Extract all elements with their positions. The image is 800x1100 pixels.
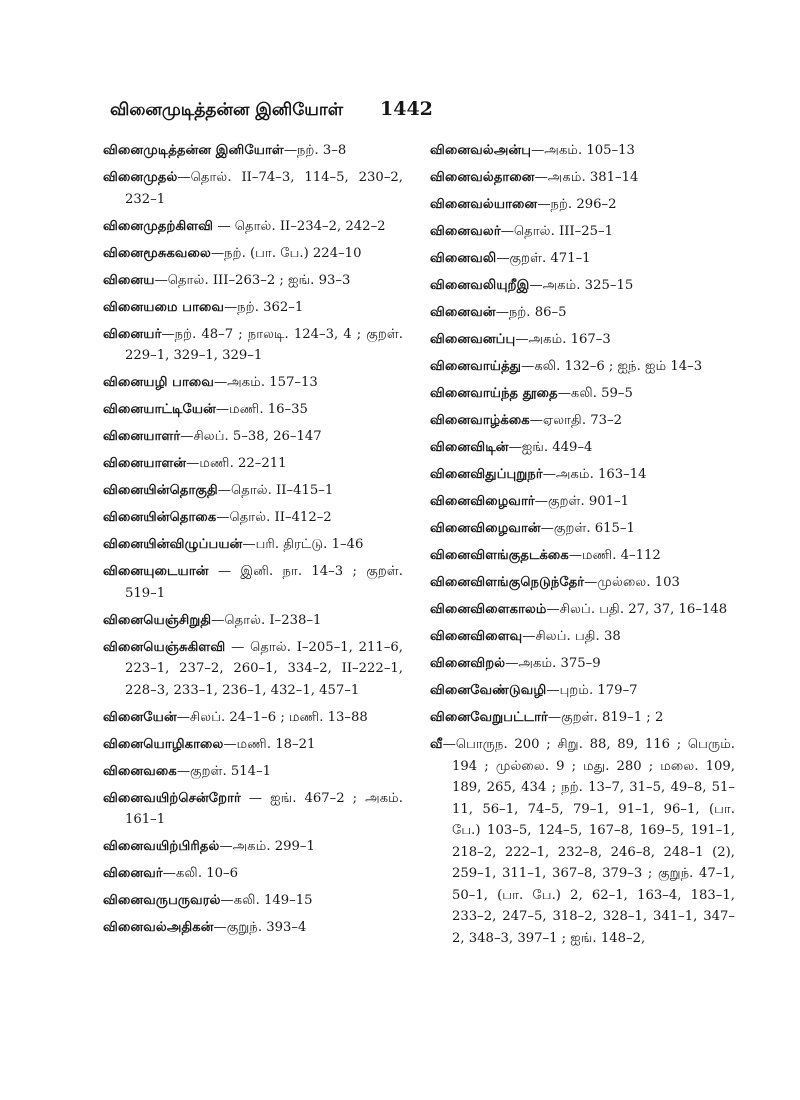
index-entry — [430, 329, 735, 351]
entry-references: —நற். 86–5 — [495, 305, 567, 320]
entry-headword: வினைவாய்ந்த தூதை — [430, 386, 558, 401]
page-header — [0, 100, 800, 130]
entry-headword: வினைவேண்டுவழி — [430, 683, 547, 698]
entry-headword: வினைவாய்த்து — [430, 359, 522, 374]
entry-references: —அகம். 299–1 — [219, 839, 315, 854]
index-entry — [430, 545, 735, 567]
entry-headword: வினையின்விழுப்பயன் — [103, 537, 243, 552]
entry-references: —குறள். 819–1 ; 2 — [547, 710, 664, 725]
entry-headword: வினைமுடித்தன்ன இனியோள் — [103, 143, 284, 158]
entry-references: —தொல். II–412–2 — [216, 510, 332, 525]
index-entry — [103, 836, 403, 858]
entry-references: —மணி. 18–21 — [223, 736, 316, 752]
entry-references: —தொல். III–25–1 — [500, 224, 613, 239]
entry-headword: வினைவருபருவரல் — [103, 893, 221, 908]
entry-headword: வினைவிளங்குதடக்கை — [430, 548, 569, 563]
entry-references: —கலி. 149–15 — [220, 893, 313, 908]
index-entry — [430, 356, 735, 378]
entry-references: —புறம். 179–7 — [546, 683, 638, 698]
entry-headword: வினைவாழ்க்கை — [430, 413, 530, 428]
entry-headword: வினைவயிற்சென்றோர் — [103, 790, 241, 806]
left-column — [103, 140, 403, 944]
index-entry — [430, 653, 735, 675]
entry-headword: வினைவலர் — [430, 224, 501, 239]
running-head: வினைமுடித்தன்ன இனியோள் — [110, 100, 344, 120]
entry-references: —தொல். II–415–1 — [217, 483, 334, 498]
entry-headword: வினையர் — [103, 326, 162, 342]
entry-headword: வினைவல்யானை — [430, 197, 538, 212]
entry-headword: வினைவிழைவார் — [430, 494, 535, 509]
entry-headword: வினைவிழைவான் — [430, 521, 541, 536]
index-entry — [430, 221, 735, 243]
entry-references: —அகம். 157–13 — [213, 375, 318, 390]
entry-references: —அகம். 163–14 — [542, 467, 647, 482]
entry-headword: வினைய — [103, 272, 155, 288]
entry-references: —குறள். 471–1 — [496, 251, 591, 266]
index-entry — [103, 610, 403, 632]
entry-references: —குறள். 514–1 — [176, 763, 272, 779]
entry-headword: வினையொழிகாலை — [103, 736, 224, 752]
entry-references: — ஐங். 467–2 ; அகம். 161–1 — [125, 790, 403, 827]
entry-headword: வினையெஞ்சிறுதி — [103, 612, 212, 628]
entry-references: — தொல். II–234–2, 242–2 — [213, 218, 386, 234]
entry-headword: வினைவலி — [430, 251, 497, 266]
index-entry — [103, 507, 403, 529]
entry-references: —மணி. 16–35 — [215, 402, 308, 417]
entry-headword: வினையாளன் — [103, 456, 187, 471]
index-entry — [103, 372, 403, 394]
index-entry — [103, 297, 403, 319]
index-entry — [103, 399, 403, 421]
entry-headword: வினையேன் — [103, 709, 177, 725]
entry-headword: வினைவிறல் — [430, 656, 506, 671]
index-entry — [103, 917, 403, 939]
entry-headword: வினையமை பாவை — [103, 299, 225, 315]
index-entry — [103, 324, 403, 367]
page-number: 1442 — [380, 98, 433, 120]
index-entry — [103, 890, 403, 912]
index-entry — [430, 275, 735, 297]
entry-references: —நற். 296–2 — [537, 197, 617, 212]
entry-headword: வினையழி பாவை — [103, 375, 214, 390]
index-entry — [103, 637, 403, 702]
entry-headword: வினையெஞ்சுகிளவி — [103, 639, 226, 655]
index-entry — [103, 216, 403, 238]
index-entry — [103, 243, 403, 265]
index-entry — [430, 248, 735, 270]
entry-references: —நற். 48–7 ; நாலடி. 124–3, 4 ; குறள். 229–1, 329–1, 329–1 — [125, 326, 403, 363]
entry-headword: வினைமூசுகவலை — [103, 245, 211, 261]
entry-references: —நற். 3–8 — [283, 143, 347, 158]
entry-references: —தொல். II–74–3, 114–5, 230–2, 232–1 — [125, 170, 403, 207]
index-entry — [103, 734, 403, 756]
entry-headword: வினைவிதுப்புறுநர் — [430, 467, 543, 482]
index-entry — [430, 572, 735, 594]
entry-headword: வினையாளர் — [103, 429, 181, 444]
entry-references: —அகம். 105–13 — [531, 143, 635, 158]
entry-headword: வினைவலியுறீஇ — [430, 278, 530, 293]
index-entry — [430, 410, 735, 432]
index-entry — [103, 453, 403, 475]
entry-references: —கலி. 132–6 ; ஐந். ஐம் 14–3 — [521, 359, 703, 374]
index-entry — [430, 599, 735, 621]
entry-headword: வினைவல்அதிகன் — [103, 920, 214, 935]
entry-headword: வினைவன் — [430, 305, 496, 320]
entry-headword: வினைவர் — [103, 866, 163, 881]
index-entry — [430, 518, 735, 540]
entry-references: —முல்லை. 103 — [584, 575, 680, 590]
entry-headword: வினைவிளங்குநெடுந்தேர் — [430, 575, 585, 590]
entry-references: —பரி. திரட்டு. 1–46 — [242, 537, 364, 552]
index-entry — [430, 194, 735, 216]
entry-headword: வினைவகை — [103, 763, 177, 779]
entry-headword: வினையுடையான் — [103, 564, 209, 579]
index-entry — [430, 437, 735, 459]
entry-references: —சிலப். 5–38, 26–147 — [180, 429, 322, 444]
entry-references: —தொல். III–263–2 ; ஐங். 93–3 — [154, 272, 351, 288]
index-entry — [430, 464, 735, 486]
entry-headword: வினைவல்அன்பு — [430, 143, 532, 158]
index-entry — [103, 167, 403, 210]
index-entry — [430, 167, 735, 189]
entry-references: — தொல். I–205–1, 211–6, 223–1, 237–2, 260–1, 334–2, II–222–1, 228–3, 233–1, 236–1, 432–1, 457–1 — [125, 639, 403, 698]
entry-references: —மணி. 22–211 — [186, 456, 287, 471]
index-entry — [430, 626, 735, 648]
index-entry — [430, 302, 735, 324]
index-entry — [103, 761, 403, 783]
entry-references: —குறள். 901–1 — [534, 494, 630, 509]
entry-references: — இனி. நா. 14–3 ; குறள். 519–1 — [125, 564, 403, 601]
entry-references: —அகம். 375–9 — [505, 656, 601, 671]
entry-headword: வீ — [430, 737, 443, 752]
entry-headword: வினைமுதல் — [103, 170, 178, 185]
entry-headword: வினைவயிற்பிரிதல் — [103, 839, 220, 854]
entry-references: —ஐங். 449–4 — [508, 440, 593, 455]
entry-references: —மணி. 4–112 — [568, 548, 661, 563]
index-entry — [103, 561, 403, 604]
index-entry — [430, 680, 735, 702]
entry-references: —சிலப். பதி. 27, 37, 16–148 — [546, 602, 728, 617]
entry-references: —அகம். 381–14 — [534, 170, 639, 185]
index-entry — [430, 707, 735, 729]
index-entry — [103, 788, 403, 831]
entry-headword: வினைவனப்பு — [430, 332, 516, 347]
entry-references: —கலி. 59–5 — [557, 386, 633, 401]
index-entry — [103, 140, 403, 162]
entry-references: —அகம். 167–3 — [515, 332, 611, 347]
entry-headword: வினையின்தொகுதி — [103, 483, 218, 498]
index-entry — [103, 480, 403, 502]
entry-headword: வினைமுதற்கிளவி — [103, 218, 214, 234]
index-entry — [103, 707, 403, 729]
entry-references: —தொல். I–238–1 — [211, 612, 322, 628]
right-column — [430, 140, 735, 955]
entry-headword: வினையின்தொகை — [103, 510, 217, 525]
index-entry — [430, 383, 735, 405]
index-entry — [430, 491, 735, 513]
entry-headword: வினையாட்டியேன் — [103, 402, 216, 417]
entry-headword: வினைவேறுபட்டார் — [430, 710, 548, 725]
entry-references: —நற். (பா. பே.) 224–10 — [210, 245, 362, 261]
entry-headword: வினைவிடின் — [430, 440, 509, 455]
index-entry — [103, 534, 403, 556]
entry-headword: வினைவிளைவு — [430, 629, 523, 644]
entry-references: —குறுந். 393–4 — [213, 920, 307, 935]
entry-references: —கலி. 10–6 — [162, 866, 239, 881]
index-entry — [430, 140, 735, 162]
index-entry — [430, 734, 735, 949]
index-entry — [103, 863, 403, 885]
index-entry — [103, 426, 403, 448]
entry-references: —நற். 362–1 — [224, 299, 304, 315]
entry-headword: வினைவிளைகாலம் — [430, 602, 547, 617]
entry-references: —ஏலாதி. 73–2 — [529, 413, 622, 428]
entry-references: —பொருந. 200 ; சிறு. 88, 89, 116 ; பெரும். 194 ; முல்லை. 9 ; மது. 280 ; மலை. 109, 189, 265, 434 ; நற். 13–7, 31–5, 49–8, 51–11, 56–1, 74–5, 79–1, 91–1, 96–1, (பா. பே.) 103–5, 124–5, 167–8, 169–5, 191–1, 218–2, 222–1, 232–8, 246–8, 248–1 (2), 259–1, 311–1, 367–8, 379–3 ; குறுந். 47–1, 50–1, (பா. பே.) 2, 62–1, 163–4, 183–1, 233–2, 247–5, 318–2, 328–1, 341–1, 347–2, 348–3, 397–1 ; ஐங். 148–2, — [442, 737, 735, 946]
entry-references: —குறள். 615–1 — [540, 521, 635, 536]
entry-references: —சிலப். பதி. 38 — [522, 629, 621, 644]
entry-references: —சிலப். 24–1–6 ; மணி. 13–88 — [176, 709, 368, 725]
index-entry — [103, 270, 403, 292]
entry-headword: வினைவல்தானை — [430, 170, 535, 185]
entry-references: —அகம். 325–15 — [529, 278, 634, 293]
